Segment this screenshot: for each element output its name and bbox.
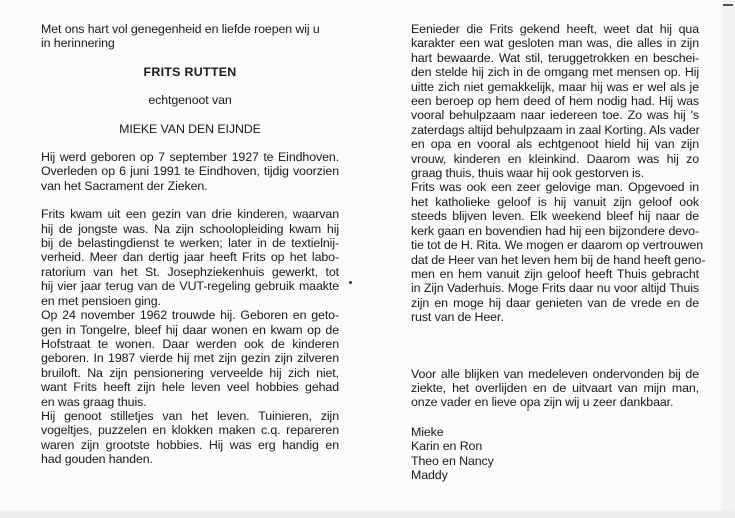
print-speck <box>527 409 529 411</box>
text-line: zijn en moge hij daar genieten van de vrede en de <box>411 295 699 310</box>
text-line: van het Sacrament der Zieken. <box>41 178 208 193</box>
text-line: had gouden handen. <box>41 452 153 467</box>
text-line: bij de belastingdienst te werken; later in de textielnij- <box>41 236 339 251</box>
text-line: den stelde hij zich in de omgang met mensen op. Hij <box>411 65 699 80</box>
text-line: want Frits heeft zijn hele leven veel hobbies gehad <box>41 380 339 395</box>
text-line: men en hem vanuit zijn geloof heeft Thuis gebracht <box>411 266 699 281</box>
text-line: en opa en vooral als echtgenoot hield hij van zijn <box>411 137 699 152</box>
card-shadow <box>0 510 735 518</box>
text-line: en met pensioen ging. <box>41 293 161 308</box>
intro-text <box>41 22 339 51</box>
signatures <box>411 425 699 483</box>
text-line: verheid. Meer dan dertig jaar heeft Frits op het labo- <box>41 250 339 265</box>
text-line: ziekte, het overlijden en de uitvaart van mijn man, <box>411 380 699 395</box>
text-line: rust van de Heer. <box>411 310 504 325</box>
intro-line: Met ons hart vol genegenheid en liefde roepen wij u <box>41 22 320 36</box>
text-line: Eenieder die Frits gekend heeft, weet dat hij qua <box>411 22 699 36</box>
right-column <box>411 22 706 482</box>
text-line: geboren. In 1987 vierde hij met zijn gezin zijn zilveren <box>41 351 339 366</box>
text-line: het katholieke geloof is hij vanuit zijn geloof ook <box>411 194 699 209</box>
paragraph-career <box>41 207 339 308</box>
text-line: karakter een wat gesloten man was, die alles in zijn <box>411 36 699 51</box>
text-line: Hij werd geboren op 7 september 1927 te Eindhoven. <box>41 150 339 165</box>
text-line: vooral behulpzaam naar iedereen toe. Zo was hij 's <box>411 108 699 123</box>
text-line: Overleden op 6 juni 1991 te Eindhoven, tijdig voorzien <box>41 164 339 179</box>
paragraph-character <box>411 22 699 180</box>
deceased-name: FRITS RUTTEN <box>143 64 237 79</box>
paragraph-birth-death <box>41 150 339 193</box>
text-line: hart bewaarde. Wat stil, teruggetrokken en beschei- <box>411 50 699 65</box>
paragraph-marriage <box>41 308 339 409</box>
text-line: waren zijn grootste hobbies. Hij was erg handig en <box>41 437 339 452</box>
text-line: vogeltjes, puzzelen en klokken maken c.q. repareren <box>41 423 339 438</box>
spouse-name: MIEKE VAN DEN EIJNDE <box>119 121 261 136</box>
text-line: ratorium van het St. Josephziekenhuis gewerkt, tot <box>41 264 339 279</box>
left-column <box>41 22 339 467</box>
signature-name: Maddy <box>411 467 448 482</box>
text-line: Hofstraat te wonen. Daar werden ook de kinderen <box>41 336 339 351</box>
text-line: en was graag thuis. <box>41 394 147 409</box>
text-line: Op 24 november 1962 trouwde hij. Geboren en geto- <box>41 308 339 323</box>
text-line: dat de Heer van het leven hem bij de hand heeft geno- <box>411 252 706 267</box>
signature-name: Karin en Ron <box>411 439 483 454</box>
text-line: Voor alle blijken van medeleven ondervonden bij de <box>411 366 699 381</box>
text-line: hij vier jaar terug van de VUT-regeling gebruik maakte <box>41 279 339 294</box>
signature-name: Theo en Nancy <box>411 453 494 468</box>
print-dot <box>349 281 352 284</box>
paragraph-hobbies <box>41 409 339 467</box>
corner-mark <box>723 4 733 6</box>
text-line: gen in Tongelre, bleef hij daar wonen en kwam op de <box>41 322 339 337</box>
text-line: een beroep op hem deed of hem nodig had. Hij was <box>411 94 699 109</box>
text-line: vrouw, kinderen en kleinkind. Daarom was hij zo <box>411 151 699 166</box>
text-line: zaterdags altijd behulpzaam in zaal Korting. Als vader <box>411 122 700 137</box>
paragraph-thanks <box>411 367 699 410</box>
spouse-prefix: echtgenoot van <box>148 93 232 108</box>
card-edge <box>722 0 735 518</box>
text-line: graag thuis, thuis waar hij ook gestorven is. <box>411 166 645 181</box>
text-line: hij de jongste was. Na zijn schoolopleiding kwam hij <box>41 221 339 236</box>
text-line: kerk gaan en bovendien had hij een bijzondere devo- <box>411 223 699 238</box>
text-line: steeds blijven leven. Elk weekend bleef hij naar de <box>411 209 699 224</box>
paragraph-faith <box>411 180 706 325</box>
text-line: in Zijn Vaderhuis. Moge Frits daar nu voor altijd Thuis <box>411 281 699 296</box>
text-line: bruiloft. Na zijn pensionering verveelde hij zich niet, <box>41 365 339 380</box>
signature-name: Mieke <box>411 424 444 439</box>
text-line: Hij genoot stilletjes van het leven. Tuinieren, zijn <box>41 408 339 423</box>
text-line: tie tot de H. Rita. We mogen er daarom op vertrouwen <box>411 238 704 253</box>
text-line: onze vader en lieve opa zijn wij u zeer dankbaar. <box>411 395 674 410</box>
text-line: Frits was ook een zeer gelovige man. Opgevoed in <box>411 180 699 195</box>
intro-line: in herinnering <box>41 36 115 51</box>
text-line: uitte zich niet gemakkelijk, maar hij was er wel als je <box>411 79 699 94</box>
text-line: Frits kwam uit een gezin van drie kinderen, waarvan <box>41 207 339 222</box>
